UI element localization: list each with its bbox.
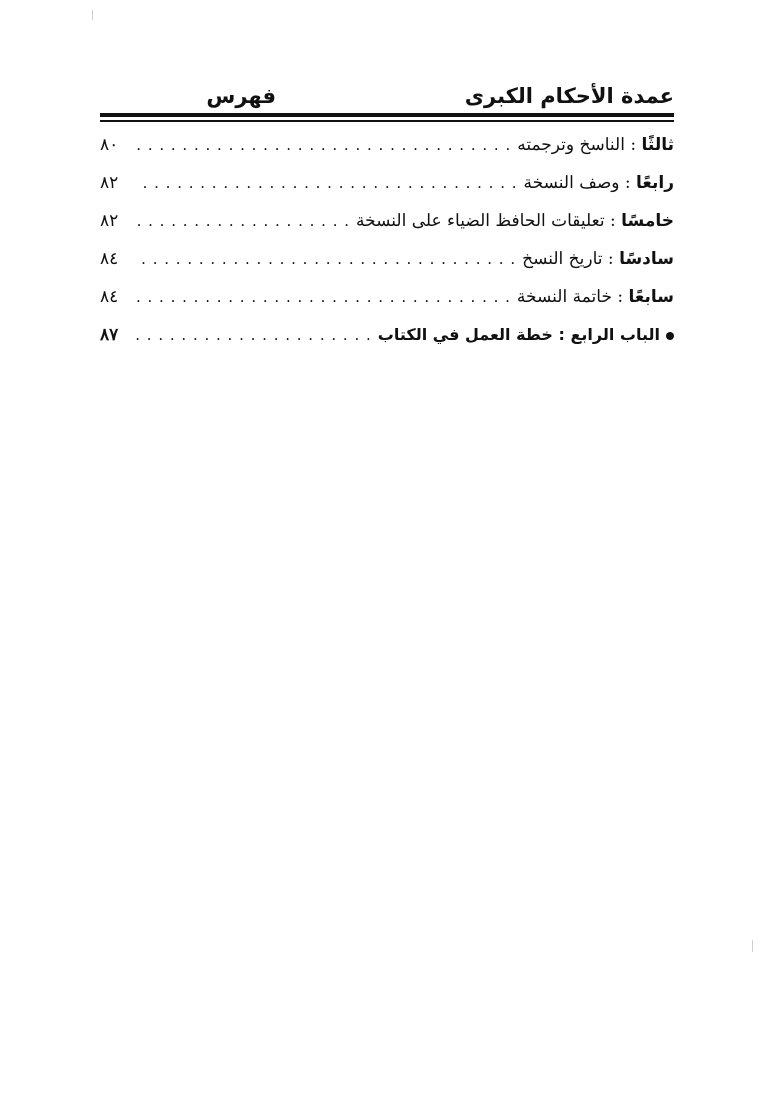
toc-entry-label: رابعًا — [636, 173, 674, 193]
toc-entry[interactable] — [100, 278, 674, 316]
toc-entry-separator: : — [604, 211, 622, 231]
toc-entry-text: تاريخ النسخ — [522, 249, 603, 269]
toc-entry-text: خاتمة النسخة — [516, 287, 612, 307]
toc-entry-page: ٨٠ — [100, 135, 119, 155]
toc-entry-page: ٨٤ — [100, 249, 119, 269]
toc-entry-label: سابعًا — [628, 287, 674, 307]
toc-entry-label: سادسًا — [619, 249, 674, 269]
dot-leader — [136, 202, 350, 240]
toc-entry-page: ٨٤ — [100, 287, 119, 307]
dot-leader — [136, 240, 516, 278]
toc-chapter-text: الباب الرابع : خطة العمل في الكتاب — [377, 325, 660, 344]
toc-chapter-page: ٨٧ — [100, 325, 119, 345]
toc-entry-separator: : — [611, 287, 629, 307]
header-book-title: عمدة الأحكام الكبرى — [464, 84, 674, 108]
toc-entry-separator: : — [624, 135, 642, 155]
toc-entry[interactable] — [100, 240, 674, 278]
dot-leader — [136, 316, 372, 354]
toc-entry-text: الناسخ وترجمته — [517, 135, 625, 155]
toc-entry-title — [511, 278, 674, 316]
toc-entry[interactable] — [100, 126, 674, 164]
toc-entry-title — [350, 202, 674, 240]
dot-leader — [136, 164, 518, 202]
dot-leader — [136, 278, 511, 316]
toc-entry[interactable] — [100, 164, 674, 202]
header-section-title: فهرس — [206, 84, 276, 108]
toc-entry-text: تعليقات الحافظ الضياء على النسخة — [356, 211, 605, 231]
bullet-icon — [666, 332, 674, 340]
scan-mark-right — [752, 940, 753, 952]
table-of-contents — [100, 126, 674, 354]
running-header — [100, 82, 674, 112]
toc-entry-label: خامسًا — [621, 211, 674, 231]
dot-leader — [136, 126, 511, 164]
toc-entry-page: ٨٢ — [100, 173, 119, 193]
toc-entry-title — [516, 240, 674, 278]
toc-entry-separator: : — [619, 173, 637, 193]
toc-entry-page: ٨٢ — [100, 211, 119, 231]
toc-chapter-entry[interactable] — [100, 316, 674, 354]
toc-entry-label: ثالثًا — [641, 135, 674, 155]
scan-mark-top — [92, 10, 93, 20]
header-rule-thin — [100, 120, 674, 122]
toc-entry-title — [518, 164, 674, 202]
header-rule-thick — [100, 113, 674, 117]
toc-entry-separator: : — [602, 249, 620, 269]
toc-entry[interactable] — [100, 202, 674, 240]
toc-entry-title — [511, 126, 674, 164]
toc-chapter-title — [372, 316, 674, 354]
toc-entry-text: وصف النسخة — [523, 173, 620, 193]
